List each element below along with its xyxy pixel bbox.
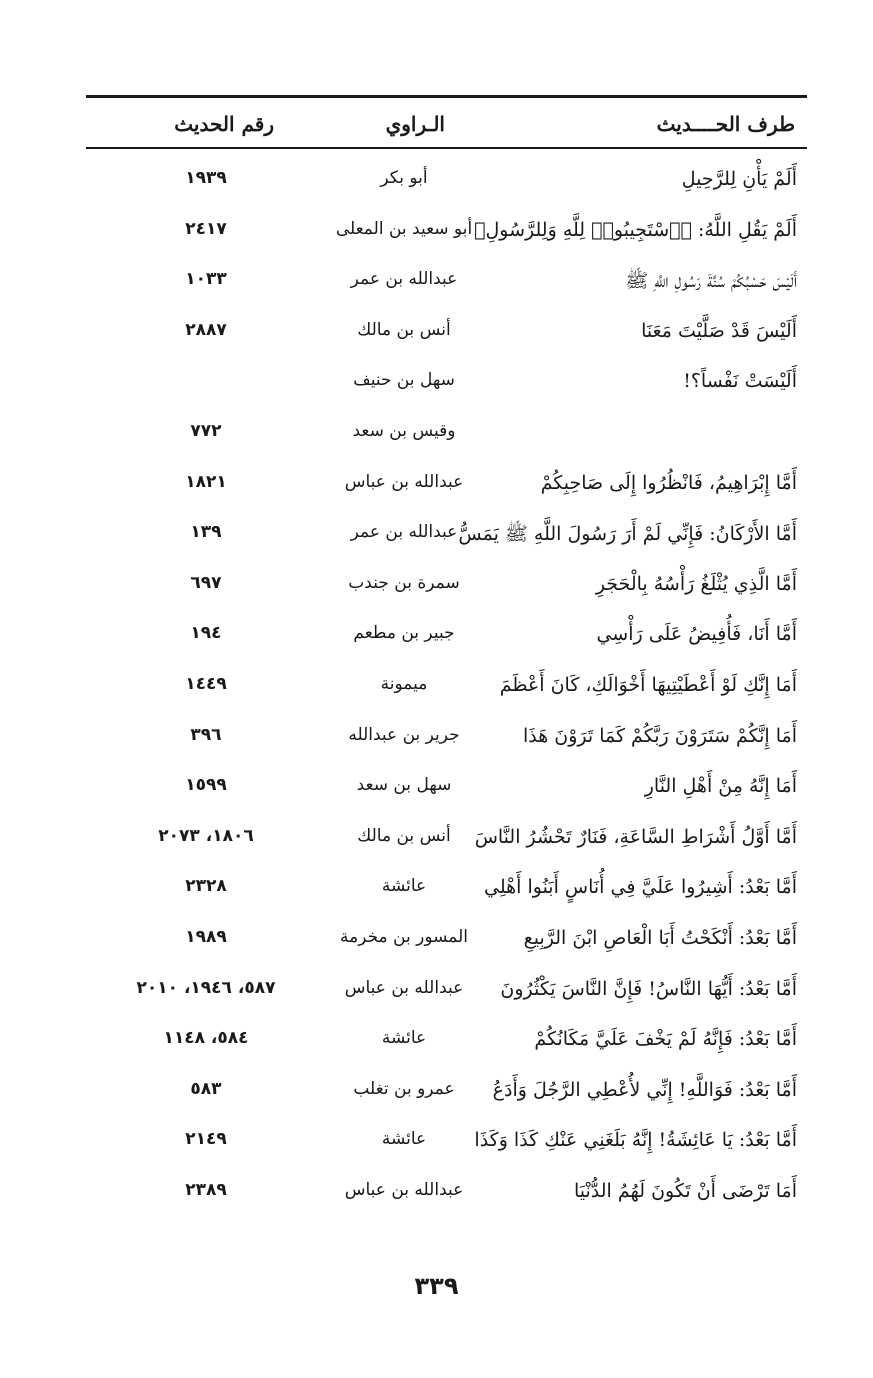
narrator-name: وقيس بن سعد	[352, 420, 456, 441]
hadith-text: أَمَّا أَنَا، فَأُفِيضُ عَلَى رَأْسِي	[596, 623, 797, 646]
table-row	[86, 464, 807, 515]
hadith-number: ٣٩٦	[190, 724, 222, 745]
hadith-text: أَمَّا بَعْدُ: فَإِنَّهُ لَمْ يَخْفَ عَلَيَّ مَكَانُكُمْ	[534, 1028, 797, 1051]
hadith-text: أَلَيْسَ قَدْ صَلَّيْتَ مَعَنَا	[641, 319, 797, 342]
narrator-name: عبدالله بن عمر	[350, 269, 458, 290]
narrator-name: المسور بن مخرمة	[339, 926, 469, 947]
table-row	[86, 1172, 807, 1223]
hadith-text: أَمَا إِنَّكِ لَوْ أَعْطَيْتِيهَا أَخْوَالَكِ، كَانَ أَعْظَمَ	[499, 673, 797, 696]
table-row	[86, 211, 807, 262]
narrator-name: عبدالله بن عباس	[344, 1179, 464, 1200]
narrator-name: سهل بن سعد	[356, 775, 452, 796]
table-row	[86, 1020, 807, 1071]
header-bottom-rule	[86, 147, 807, 149]
table-row	[86, 514, 807, 565]
header-top-rule	[86, 95, 807, 98]
hadith-number: ٥٨٣	[190, 1078, 222, 1099]
narrator-name: عائشة	[381, 1028, 427, 1049]
narrator-name: أنس بن مالك	[357, 319, 451, 340]
hadith-text: أَلَيْسَتْ نَفْساً؟!	[683, 370, 797, 393]
header-hadith-label: طرف الحــــديث	[656, 112, 795, 136]
narrator-name: سمرة بن جندب	[348, 572, 460, 593]
table-row	[86, 868, 807, 919]
page-number: ٣٣٩	[414, 1272, 459, 1300]
hadith-number: ٧٧٢	[190, 420, 222, 441]
hadith-text: أَلَيْسَ حَسْبُكُمْ سُنَّةَ رَسُولِ اللَّهِ ﷺ	[625, 270, 797, 293]
table-row	[86, 1071, 807, 1122]
hadith-number: ١٨٠٦، ٢٠٧٣	[158, 825, 254, 846]
hadith-text: أَمَّا بَعْدُ: يَا عَائِشَةُ! إِنَّهُ بَلَغَنِي عَنْكِ كَذَا وَكَذَا	[474, 1129, 797, 1152]
hadith-text: أَمَا إِنَّهُ مِنْ أَهْلِ النَّارِ	[644, 775, 797, 798]
hadith-number: ١٣٩	[190, 522, 222, 543]
hadith-text: أَلَمْ يَأْنِ لِلرَّحِيلِ	[681, 168, 797, 190]
hadith-number: ٢٨٨٧	[185, 319, 227, 340]
narrator-name: أبو سعيد بن المعلى	[335, 218, 473, 239]
hadith-number: ٢٣٨٩	[185, 1179, 227, 1200]
hadith-number: ٢٤١٧	[185, 218, 227, 239]
narrator-name: عبدالله بن عباس	[344, 977, 464, 998]
hadith-text: أَمَّا بَعْدُ: أَشِيرُوا عَلَيَّ فِي أُنَاسٍ أَبَنُوا أَهْلِي	[484, 876, 797, 899]
hadith-number: ٦٩٧	[190, 572, 222, 593]
table-row	[86, 1121, 807, 1172]
table-row	[86, 160, 807, 211]
narrator-name: جرير بن عبدالله	[348, 724, 460, 745]
narrator-name: جبير بن مطعم	[353, 623, 455, 644]
table-row	[86, 413, 807, 464]
hadith-text: أَمَّا إِبْرَاهِيمُ، فَانْظُرُوا إِلَى صَاحِبِكُمْ	[540, 471, 797, 494]
hadith-text: أَلَمْ يَقُلِ اللَّهُ: ﴿ٱسْتَجِيبُوا۟ لِلَّهِ وَلِلرَّسُولِ﴾	[474, 218, 797, 241]
hadith-text: أَمَّا الأَرْكَانُ: فَإِنِّي لَمْ أَرَ رَسُولَ اللَّهِ ﷺ يَمَسُّ	[458, 523, 797, 546]
table-row	[86, 615, 807, 666]
header-number-label: رقم الحديث	[174, 112, 274, 136]
hadith-text: أَمَّا أَوَّلُ أَشْرَاطِ السَّاعَةِ، فَنَارٌ تَحْشُرُ النَّاسَ	[474, 825, 797, 848]
table-row	[86, 666, 807, 717]
table-row	[86, 717, 807, 768]
narrator-name: أبو بكر	[380, 168, 428, 188]
table-row	[86, 767, 807, 818]
table-header	[86, 104, 807, 144]
table-row	[86, 970, 807, 1021]
narrator-name: عائشة	[381, 876, 427, 897]
hadith-text: أَمَّا بَعْدُ: فَوَاللَّهِ! إِنِّي لأُعْطِي الرَّجُلَ وَأَدَعُ	[492, 1078, 797, 1101]
narrator-name: عائشة	[381, 1129, 427, 1150]
hadith-number: ١٠٣٣	[185, 269, 227, 290]
table-row	[86, 261, 807, 312]
hadith-text: أَمَّا بَعْدُ: أَيُّهَا النَّاسُ! فَإِنَّ النَّاسَ يَكْثُرُونَ	[500, 977, 797, 1000]
table-row	[86, 818, 807, 869]
hadith-text: أَمَا إِنَّكُمْ سَتَرَوْنَ رَبَّكُمْ كَمَا تَرَوْنَ هَذَا	[522, 724, 797, 747]
narrator-name: عبدالله بن عمر	[350, 522, 458, 543]
hadith-number: ١٤٤٩	[185, 673, 227, 694]
narrator-name: سهل بن حنيف	[353, 370, 455, 391]
hadith-number: ١٨٢١	[185, 471, 227, 492]
hadith-number: ٥٨٧، ١٩٤٦، ٢٠١٠	[136, 977, 276, 998]
narrator-name: أنس بن مالك	[357, 825, 451, 846]
header-narrator-label: الـراوي	[385, 112, 445, 136]
hadith-number: ١٩٨٩	[185, 926, 227, 947]
hadith-text: أَمَّا الَّذِي يُثْلَغُ رَأْسُهُ بِالْحَجَرِ	[595, 572, 797, 595]
hadith-text: أَمَا تَرْضَى أَنْ تَكُونَ لَهُمُ الدُّنْيَا	[573, 1179, 797, 1202]
hadith-index-table	[86, 160, 807, 1222]
narrator-name: عمرو بن تغلب	[353, 1078, 455, 1099]
hadith-number: ١٩٤	[190, 623, 222, 644]
hadith-number: ١٩٣٩	[185, 168, 227, 188]
table-row	[86, 362, 807, 413]
hadith-number: ٢٣٢٨	[185, 876, 227, 897]
hadith-number: ٥٨٤، ١١٤٨	[163, 1028, 249, 1049]
narrator-name: عبدالله بن عباس	[344, 471, 464, 492]
hadith-text: أَمَّا بَعْدُ: أَنْكَحْتُ أَبَا الْعَاصِ ابْنَ الرَّبِيعِ	[523, 926, 797, 949]
hadith-number: ٢١٤٩	[185, 1129, 227, 1150]
narrator-name: ميمونة	[380, 673, 428, 694]
table-row	[86, 312, 807, 363]
table-row	[86, 919, 807, 970]
hadith-number: ١٥٩٩	[185, 775, 227, 796]
table-row	[86, 565, 807, 616]
